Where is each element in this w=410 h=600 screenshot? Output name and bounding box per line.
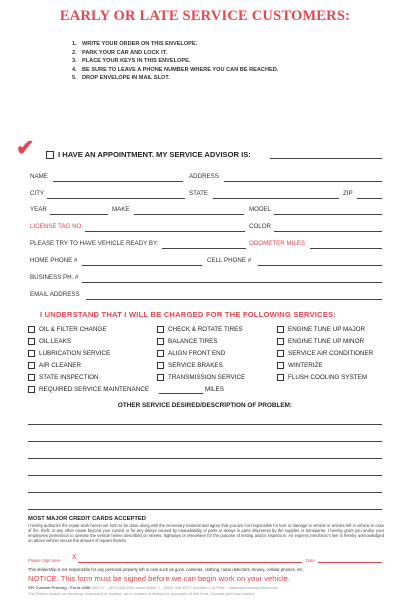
year-label: YEAR [30,206,47,213]
date-label: Date [306,558,315,563]
make-field[interactable] [134,214,244,215]
name-field[interactable] [53,181,183,182]
description-line[interactable] [28,475,382,476]
checkmark-icon: ✔ [16,135,35,160]
ready-by-field[interactable] [162,248,246,249]
checkbox[interactable] [277,326,284,333]
business-phone-label: BUSINESS PH. # [30,274,79,281]
instructions-list [72,40,278,83]
instruction-item: 2. PARK YOUR CAR AND LOCK IT. [72,49,168,56]
service-flush-cooling[interactable]: FLUSH COOLING SYSTEM [277,374,367,381]
service-brakes[interactable]: SERVICE BRAKES [157,362,223,369]
checkbox[interactable] [157,326,164,333]
service-check-rotate-tires[interactable]: CHECK & ROTATE TIRES [157,326,243,333]
cell-phone-field[interactable] [258,265,382,266]
city-label: CITY [30,190,45,197]
checkbox[interactable] [157,362,164,369]
address-label: ADDRESS [189,173,219,180]
service-oil-filter[interactable]: OIL & FILTER CHANGE [28,326,107,333]
instruction-item: 5. DROP ENVELOPE IN MAIL SLOT. [72,75,170,82]
signature-label: Please Sign Here [28,558,61,563]
dealership-disclaimer: This dealership is not responsible for any personal property left in cars such as guns, cameras, clothing, radar detectors, money, cellular phones, etc. [28,567,304,572]
address-field[interactable] [224,181,382,182]
description-line[interactable] [28,458,382,459]
checkbox[interactable] [28,326,35,333]
state-label: STATE [189,190,209,197]
email-field[interactable] [86,299,382,300]
name-label: NAME [30,173,48,180]
printer-footer [28,585,278,590]
maintenance-miles-label: MILES [205,386,224,393]
service-align-front-end[interactable]: ALIGN FRONT END [157,350,225,357]
service-air-cleaner[interactable]: AIR CLEANER [28,362,81,369]
model-label: MODEL [249,206,272,213]
checkbox[interactable] [277,338,284,345]
printer-warranty: The Printer makes no warranty, expressed or implied, as to content or fitness for purposes of this form. Consult your own lawyer. [28,591,255,596]
other-service-heading: OTHER SERVICE DESIRED/DESCRIPTION OF PROBLEM: [117,402,293,409]
instruction-item: 1. WRITE YOUR ORDER ON THIS ENVELOPE. [72,41,198,47]
service-balance-tires[interactable]: BALANCE TIRES [157,338,218,345]
cell-phone-label: CELL PHONE # [207,257,252,264]
email-label: EMAIL ADDRESS [30,291,80,298]
appointment-checkbox[interactable] [46,151,54,159]
service-oil-leaks[interactable]: OIL LEAKS [28,338,71,345]
service-tune-up-minor[interactable]: ENGINE TUNE UP MINOR [277,338,364,345]
checkbox[interactable] [28,338,35,345]
form-title: EARLY OR LATE SERVICE CUSTOMERS: [59,8,351,24]
state-field[interactable] [213,198,339,199]
service-air-conditioner[interactable]: SERVICE AIR CONDITIONER [277,350,373,357]
service-tune-up-major[interactable]: ENGINE TUNE UP MAJOR [277,326,365,333]
checkbox[interactable] [28,374,35,381]
instruction-item: 3. PLACE YOUR KEYS IN THIS ENVELOPE. [72,58,191,65]
checkbox[interactable] [157,338,164,345]
authorization-text: I hereby authorize the repair work herein set forth to be done along with the necessary material and agree that you are not responsible for loss or damage to vehicle or articles left in vehicle in case of fire, theft, or any other cause beyond your control or for any delays caused by unavailability of parts or delays in parts shipments by the supplier or transporter. I hereby grant you and/or your employees permission to operate the vehicle herein described on streets, highways or elsewhere for the purpose of testing and/or inspection. An express mechanic's lien is hereby acknowledged on above vehicle secure the amount of repairs thereto. [28,523,384,544]
year-field[interactable] [50,214,108,215]
checkbox[interactable] [157,374,164,381]
service-advisor-line[interactable] [270,158,382,159]
service-state-inspection[interactable]: STATE INSPECTION [28,374,99,381]
service-lubrication[interactable]: LUBRICATION SERVICE [28,350,110,357]
instruction-item: 4. BE SURE TO LEAVE A PHONE NUMBER WHERE YOU CAN BE REACHED. [72,66,279,73]
checkbox[interactable] [277,374,284,381]
license-tag-label: LICENSE TAG NO. [30,223,84,230]
home-phone-label: HOME PHONE # [30,257,78,264]
checkbox[interactable] [28,350,35,357]
maintenance-miles-field[interactable] [159,393,203,394]
color-field[interactable] [274,231,382,232]
make-label: MAKE [112,206,130,213]
odometer-label: ODOMETER MILES [249,240,306,247]
checkbox[interactable] [277,350,284,357]
service-winterize[interactable]: WINTERIZE [277,362,323,369]
license-tag-field[interactable] [85,231,245,232]
ready-by-label: PLEASE TRY TO HAVE VEHICLE READY BY: [30,240,159,247]
checkbox[interactable] [157,350,164,357]
checkbox[interactable] [28,386,35,393]
appointment-label: I HAVE AN APPOINTMENT. MY SERVICE ADVISOR IS: [58,150,251,159]
color-label: COLOR [249,223,272,230]
checkbox[interactable] [277,362,284,369]
business-phone-field[interactable] [82,282,382,283]
description-line[interactable] [28,424,382,425]
signature-notice: NOTICE: This form must be signed before we can begin work on your vehicle. [28,574,290,583]
zip-field[interactable] [357,198,382,199]
description-line[interactable] [28,509,382,510]
city-field[interactable] [47,198,185,199]
signature-field[interactable] [78,562,302,563]
service-transmission[interactable]: TRANSMISSION SERVICE [157,374,245,381]
model-field[interactable] [274,214,382,215]
services-heading: I UNDERSTAND THAT I WILL BE CHARGED FOR THE FOLLOWING SERVICES: [40,310,336,319]
zip-label: ZIP [343,190,353,197]
credit-cards-heading: MOST MAJOR CREDIT CARDS ACCEPTED [28,516,146,522]
appointment-row [46,150,251,159]
printer-brand: SPI Custom Printing - Form #456 [28,585,91,590]
odometer-field[interactable] [310,248,382,249]
checkbox[interactable] [28,362,35,369]
description-line[interactable] [28,441,382,442]
home-phone-field[interactable] [82,265,202,266]
printer-contact: (800) 2... (800) 946-Ren-rance-(888) 2... (800) 946-8373 Southern Ca Print... www.spicustomprinting.com [91,585,279,590]
date-field[interactable] [318,562,382,563]
service-required-maintenance[interactable]: REQUIRED SERVICE MAINTENANCE [28,386,149,393]
description-line[interactable] [28,492,382,493]
signature-x-mark: X [72,554,77,561]
